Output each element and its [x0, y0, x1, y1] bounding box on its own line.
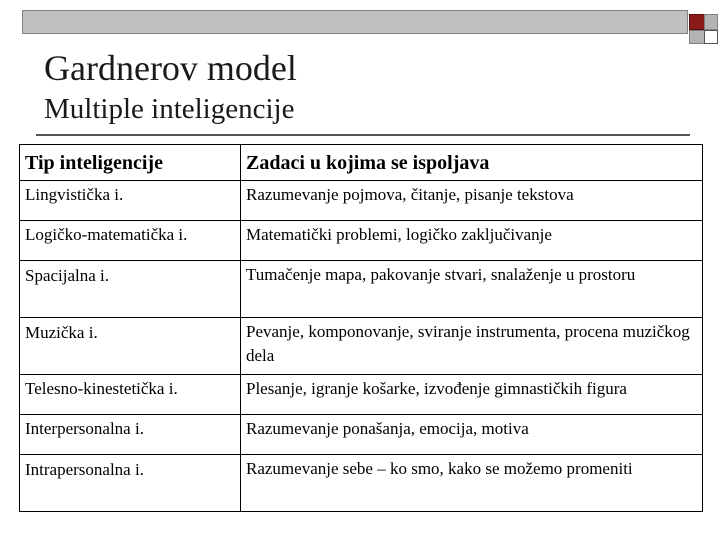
intelligence-type-cell: Logičko-matematička i. — [20, 221, 241, 261]
decorative-outline-square — [704, 30, 718, 44]
table-row — [20, 181, 703, 221]
column-header-type: Tip inteligencije — [20, 145, 241, 181]
slide-title: Gardnerov model — [44, 48, 297, 88]
intelligence-type-cell: Interpersonalna i. — [20, 415, 241, 455]
tasks-cell: Razumevanje ponašanja, emocija, motiva — [241, 415, 703, 455]
table-row — [20, 318, 703, 375]
slide-subtitle: Multiple inteligencije — [44, 93, 295, 125]
table-row — [20, 221, 703, 261]
intelligence-type-cell: Lingvistička i. — [20, 181, 241, 221]
table-row — [20, 375, 703, 415]
decorative-gray-square — [704, 14, 718, 30]
intelligence-table — [19, 144, 703, 512]
decorative-gray-square — [689, 30, 705, 44]
table-row — [20, 455, 703, 512]
intelligence-type-cell: Spacijalna i. — [20, 261, 241, 318]
decorative-red-square — [689, 14, 705, 30]
tasks-cell: Razumevanje sebe – ko smo, kako se možemo promeniti — [241, 455, 703, 512]
intelligence-type-cell: Intrapersonalna i. — [20, 455, 241, 512]
tasks-cell: Matematički problemi, logičko zaključivanje — [241, 221, 703, 261]
intelligence-type-cell: Muzička i. — [20, 318, 241, 375]
title-divider — [36, 134, 690, 136]
column-header-tasks: Zadaci u kojima se ispoljava — [241, 145, 703, 181]
tasks-cell: Tumačenje mapa, pakovanje stvari, snalaženje u prostoru — [241, 261, 703, 318]
table-row — [20, 261, 703, 318]
decorative-top-bar — [22, 10, 688, 34]
table-header-row — [20, 145, 703, 181]
tasks-cell: Razumevanje pojmova, čitanje, pisanje tekstova — [241, 181, 703, 221]
table-row — [20, 415, 703, 455]
tasks-cell: Pevanje, komponovanje, sviranje instrumenta, procena muzičkog dela — [241, 318, 703, 375]
intelligence-type-cell: Telesno-kinestetička i. — [20, 375, 241, 415]
tasks-cell: Plesanje, igranje košarke, izvođenje gimnastičkih figura — [241, 375, 703, 415]
